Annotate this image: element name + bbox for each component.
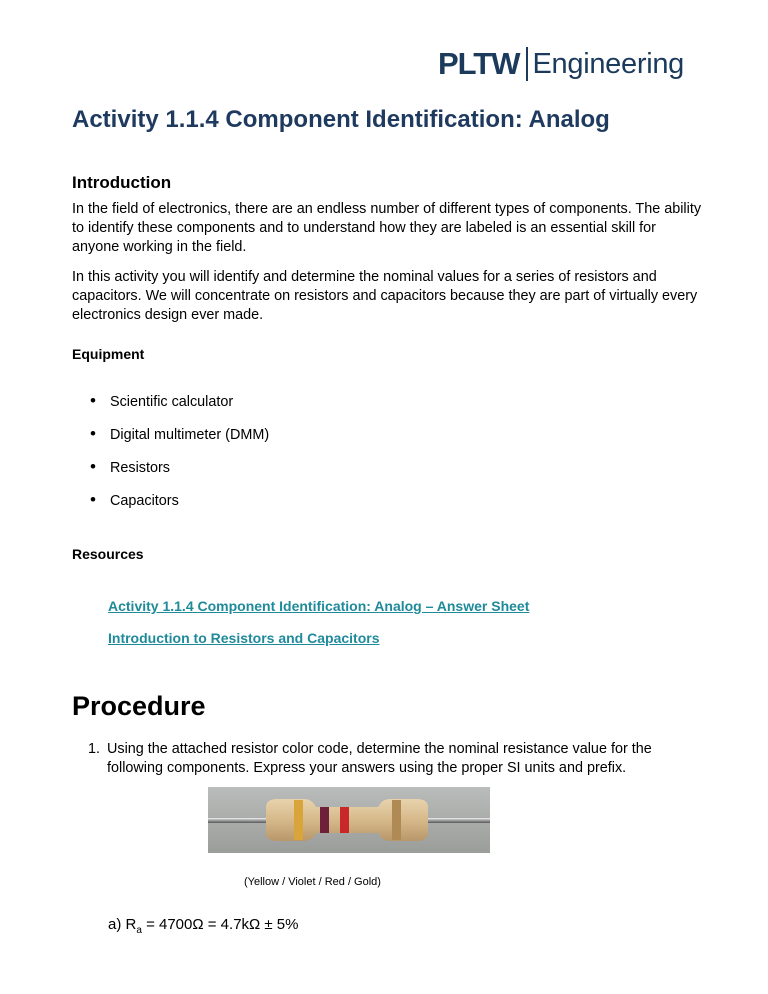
procedure-heading: Procedure (72, 691, 206, 721)
procedure-step-1 (88, 740, 688, 778)
list-item (90, 490, 269, 526)
introduction-paragraph-2: In this activity you will identify and determine the nominal values for a series of resistors and capacitors. We will concentrate on resistors and capacitors because they are part of virtually every electronics design ever made. (72, 269, 698, 323)
equipment-item-label: Scientific calculator (110, 394, 234, 410)
intro-resistors-capacitors-link[interactable]: Introduction to Resistors and Capacitors (108, 630, 380, 646)
equipment-item-label: Capacitors (110, 493, 179, 509)
introduction-paragraph-1: In the field of electronics, there are an endless number of different types of components. The ability to identify these components and to understand how they are labeled is an essential skill for anyone working in the field. (72, 201, 702, 255)
logo-divider (526, 47, 528, 81)
introduction-heading: Introduction (72, 173, 172, 192)
answer-value: = 4700Ω = 4.7kΩ ± 5% (141, 916, 299, 933)
answer-subscript: a (136, 925, 142, 936)
list-item (90, 457, 269, 493)
equipment-heading: Equipment (72, 346, 145, 362)
list-item (90, 424, 270, 460)
bullet-icon: • (90, 457, 96, 476)
resistor-caption: (Yellow / Violet / Red / Gold) (244, 876, 381, 888)
resistor-band-1 (294, 800, 303, 840)
list-item (90, 391, 269, 427)
equipment-list (90, 391, 270, 526)
answer-a (108, 916, 299, 936)
answer-prefix: a) R (108, 916, 137, 933)
pltw-engineering-logo (438, 44, 684, 84)
bullet-icon: • (90, 424, 96, 443)
equipment-item-label: Digital multimeter (DMM) (110, 427, 270, 443)
resistor-band-4 (392, 800, 401, 840)
logo-division: Engineering (532, 47, 685, 80)
step-text: Using the attached resistor color code, determine the nominal resistance value for the following components. Express your answers using the proper SI units and prefix. (107, 741, 652, 776)
resistor-band-2 (320, 807, 329, 833)
answer-sheet-link[interactable]: Activity 1.1.4 Component Identification: Analog – Answer Sheet (108, 598, 530, 614)
page-title: Activity 1.1.4 Component Identification: Analog (72, 106, 610, 133)
resources-heading: Resources (72, 546, 144, 562)
step-number: 1. (88, 741, 101, 757)
equipment-item-label: Resistors (110, 460, 170, 476)
logo-brand: PLTW (438, 46, 520, 81)
resistor-band-3 (340, 807, 349, 833)
bullet-icon: • (90, 490, 96, 509)
resistor-image (208, 787, 490, 853)
bullet-icon: • (90, 391, 96, 410)
resistor-photo (208, 787, 490, 853)
